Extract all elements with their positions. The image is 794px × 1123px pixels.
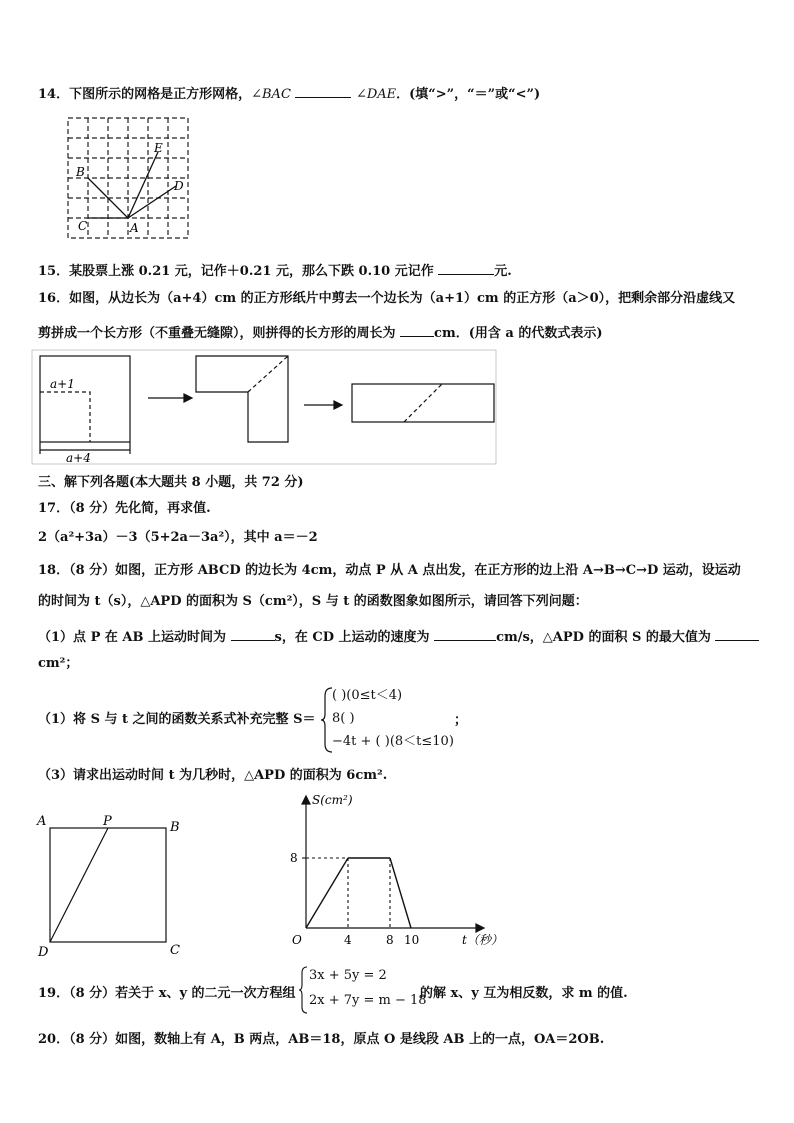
- q18-part1: （1）点 P 在 AB 上运动时间为 s，在 CD 上运动的速度为 cm/s，△APD 的面积 S 的最大值为: [38, 627, 759, 646]
- q17-expression: 2（a²+3a）－3（5+2a－3a²），其中 a＝－2: [38, 530, 318, 545]
- label-D: D: [38, 945, 49, 960]
- q16-answer-blank[interactable]: [400, 323, 434, 337]
- q14-answer-blank[interactable]: [295, 84, 351, 98]
- q15-text: 15．某股票上涨 0.21 元，记作＋0.21 元，那么下跌 0.10 元记作 元.: [38, 261, 512, 280]
- big-square: [40, 356, 130, 442]
- q18-part2-lead: （1）将 S 与 t 之间的函数关系式补充完整 S＝: [38, 712, 316, 727]
- q19-tail: 的解 x、y 互为相反数，求 m 的值.: [420, 986, 628, 1001]
- cut-square: [40, 392, 90, 442]
- q19-lead: 19．（8 分）若关于 x、y 的二元一次方程组: [38, 986, 296, 1001]
- s-t-graph: [280, 790, 512, 956]
- label-a-plus-4: a+4: [66, 451, 91, 465]
- case-1: ( )(0≤t＜4): [332, 688, 403, 703]
- q14-text: 14．下图所示的网格是正方形网格，∠BAC ∠DAE．(填“>”，“＝”或“<”): [38, 84, 540, 103]
- label-B: B: [170, 820, 180, 835]
- q18-part3: （3）请求出运动时间 t 为几秒时，△APD 的面积为 6cm².: [38, 768, 388, 783]
- q17-header: 17．（8 分）先化简，再求值.: [38, 501, 211, 516]
- label-C: C: [170, 943, 180, 958]
- x-tick-label-8: 8: [386, 933, 394, 947]
- series-segment-0: [306, 858, 348, 928]
- x-axis-label: t（秒）: [462, 933, 503, 947]
- label-C: C: [78, 219, 88, 233]
- q18-blank-max[interactable]: [715, 627, 759, 641]
- q18-line1: 18．（8 分）如图，正方形 ABCD 的边长为 4cm，动点 P 从 A 点出发，在正方形的边上沿 A→B→C→D 运动，设运动: [38, 563, 741, 578]
- segment-DP: [50, 828, 108, 942]
- square-ABCD: [50, 828, 166, 942]
- case-2: 8( ): [332, 711, 355, 726]
- q16-figure-frame: [32, 350, 496, 464]
- y-axis-label: S(cm²): [312, 793, 353, 807]
- x-axis-arrow: [476, 924, 484, 932]
- q18-square-figure: [34, 812, 184, 960]
- system-brace: [298, 966, 308, 1014]
- label-A: A: [37, 814, 47, 829]
- q14-grid-figure: [60, 112, 200, 244]
- equation-1: 3x + 5y = 2: [309, 968, 387, 983]
- section-3-heading: 三、解下列各题(本大题共 8 小题，共 72 分): [38, 475, 304, 490]
- q18-blank-speed[interactable]: [434, 627, 496, 641]
- q16-figure: [32, 350, 498, 466]
- label-D: D: [174, 179, 184, 193]
- origin-label: O: [292, 933, 302, 947]
- arrow-1: [148, 394, 192, 402]
- series-segment-2: [390, 858, 411, 928]
- label-B: B: [76, 165, 85, 179]
- arrow-2: [304, 401, 342, 409]
- q20-text: 20．（8 分）如图，数轴上有 A，B 两点，AB＝18，原点 O 是线段 AB 上的一点，OA＝2OB.: [38, 1032, 605, 1047]
- equation-2: 2x + 7y = m − 18: [309, 993, 427, 1008]
- label-P: P: [103, 814, 112, 829]
- label-E: E: [154, 141, 163, 155]
- l-shape: [196, 356, 288, 442]
- case-3: −4t + ( )(8＜t≤10): [332, 734, 454, 749]
- q16-line1: 16．如图，从边长为（a+4）cm 的正方形纸片中剪去一个边长为（a+1）cm 的正方形（a＞0），把剩余部分沿虚线又: [38, 291, 736, 306]
- q18-part1-unit: cm²；: [38, 656, 79, 671]
- label-A: A: [130, 221, 139, 235]
- q18-part2-tail: ；: [454, 713, 468, 728]
- y-tick-label: 8: [290, 851, 298, 865]
- x-tick-label-10: 10: [404, 933, 420, 947]
- q15-answer-blank[interactable]: [438, 261, 494, 275]
- y-axis-arrow: [302, 796, 310, 804]
- result-rectangle: [352, 384, 494, 422]
- x-tick-label-4: 4: [344, 933, 352, 947]
- q18-blank-time[interactable]: [231, 627, 275, 641]
- label-a-plus-1: a+1: [50, 377, 75, 391]
- q16-line2: 剪拼成一个长方形（不重叠无缝隙），则拼得的长方形的周长为 cm．(用含 a 的代数式表示): [38, 323, 603, 342]
- q18-line2: 的时间为 t（s），△APD 的面积为 S（cm²），S 与 t 的函数图象如图所示，请回答下列问题：: [38, 594, 588, 609]
